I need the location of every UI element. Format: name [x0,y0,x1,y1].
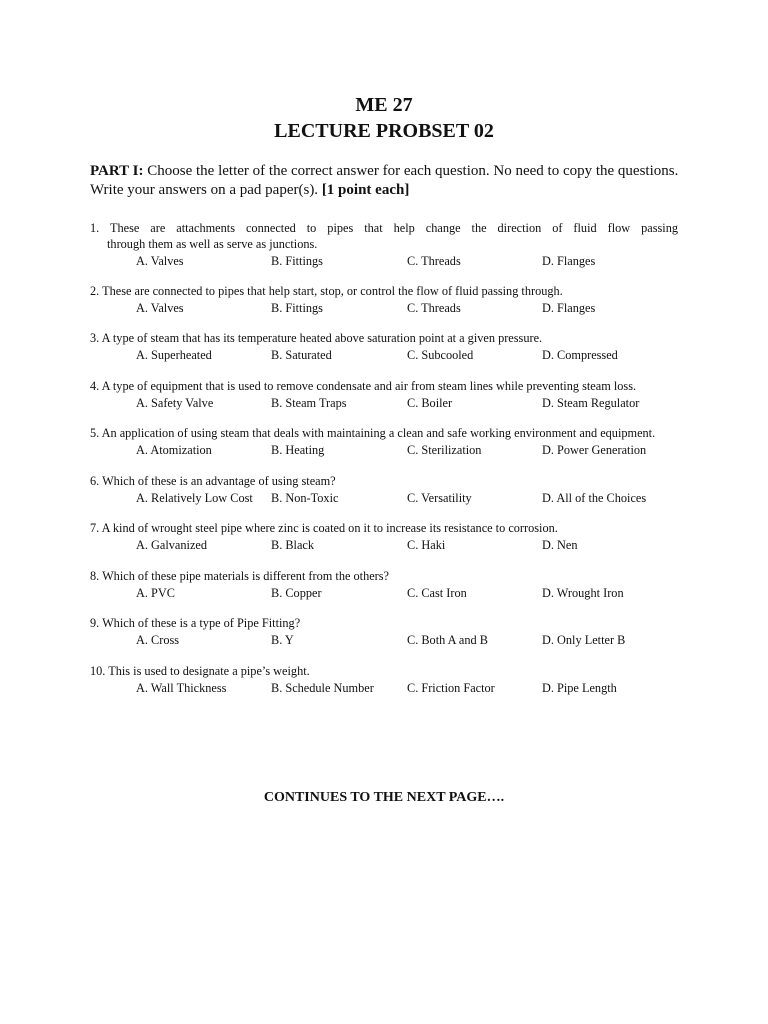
option-c: C. Friction Factor [407,681,495,695]
option-b: B. Y [271,633,294,647]
instructions-text: Choose the letter of the correct answer for each question. No need to copy the questions. Write your answers on a pad paper(s). [90,163,679,198]
question-text-continued: through them as well as serve as junctions. [107,237,318,251]
question-3 [90,330,678,363]
answer-options [90,442,678,458]
question-8 [90,568,678,601]
answer-options [90,253,678,269]
course-code: ME 27 [355,94,413,116]
option-c: C. Both A and B [407,633,488,647]
question-6 [90,473,678,506]
part-label: PART I: [90,163,144,179]
option-d: D. Wrought Iron [542,586,624,600]
instructions [90,162,690,200]
answer-options [90,680,678,696]
option-b: B. Steam Traps [271,396,347,410]
option-d: D. Flanges [542,254,596,268]
option-a: A. Wall Thickness [136,681,227,695]
option-d: D. Power Generation [542,443,647,457]
option-c: C. Boiler [407,396,453,410]
answer-options [90,347,678,363]
answer-options [90,537,678,553]
question-text: 9. Which of these is a type of Pipe Fitting? [90,616,301,630]
question-text: 8. Which of these pipe materials is different from the others? [90,569,390,583]
option-a: A. PVC [136,586,175,600]
option-d: D. All of the Choices [542,491,647,505]
question-text: 5. An application of using steam that deals with maintaining a clean and safe working environment and equipment. [90,426,656,440]
option-d: D. Only Letter B [542,633,626,647]
question-2 [90,283,678,316]
option-b: B. Saturated [271,348,332,362]
question-text: 1. These are attachments connected to pipes that help change the direction of fluid flow passing [90,221,678,235]
option-b: B. Fittings [271,301,323,315]
option-b: B. Copper [271,586,322,600]
question-1 [90,220,678,269]
option-c: C. Versatility [407,491,472,505]
option-b: B. Fittings [271,254,323,268]
option-c: C. Haki [407,538,446,552]
option-a: A. Safety Valve [136,396,214,410]
option-a: A. Cross [136,633,180,647]
answer-options [90,632,678,648]
option-b: B. Heating [271,443,325,457]
option-c: C. Cast Iron [407,586,467,600]
answer-options [90,490,678,506]
question-text: 10. This is used to designate a pipe’s weight. [90,664,310,678]
question-5 [90,425,678,458]
option-d: D. Nen [542,538,578,552]
points-note: [1 point each] [321,182,410,198]
option-a: A. Relatively Low Cost [136,491,253,505]
question-text: 6. Which of these is an advantage of using steam? [90,474,336,488]
option-c: C. Threads [407,254,461,268]
option-d: D. Steam Regulator [542,396,640,410]
option-b: B. Non-Toxic [271,491,339,505]
option-b: B. Black [271,538,315,552]
option-a: A. Superheated [136,348,212,362]
option-d: D. Flanges [542,301,596,315]
option-c: C. Subcooled [407,348,474,362]
option-b: B. Schedule Number [271,681,374,695]
answer-options [90,395,678,411]
option-c: C. Threads [407,301,461,315]
question-9 [90,615,678,648]
option-a: A. Valves [136,254,184,268]
continuation-note: CONTINUES TO THE NEXT PAGE…. [263,790,505,805]
option-d: D. Compressed [542,348,618,362]
option-a: A. Valves [136,301,184,315]
question-text: 3. A type of steam that has its temperature heated above saturation point at a given pressure. [90,331,543,345]
option-d: D. Pipe Length [542,681,617,695]
question-text: 7. A kind of wrought steel pipe where zinc is coated on it to increase its resistance to corrosion. [90,521,558,535]
option-a: A. Galvanized [136,538,208,552]
question-7 [90,520,678,553]
question-10 [90,663,678,696]
question-text: 4. A type of equipment that is used to remove condensate and air from steam lines while preventing steam loss. [90,379,637,393]
question-4 [90,378,678,411]
answer-options [90,300,678,316]
option-a: A. Atomization [136,443,212,457]
page-title: LECTURE PROBSET 02 [274,120,494,142]
question-text: 2. These are connected to pipes that help start, stop, or control the flow of fluid passing through. [90,284,563,298]
option-c: C. Sterilization [407,443,482,457]
answer-options [90,585,678,601]
